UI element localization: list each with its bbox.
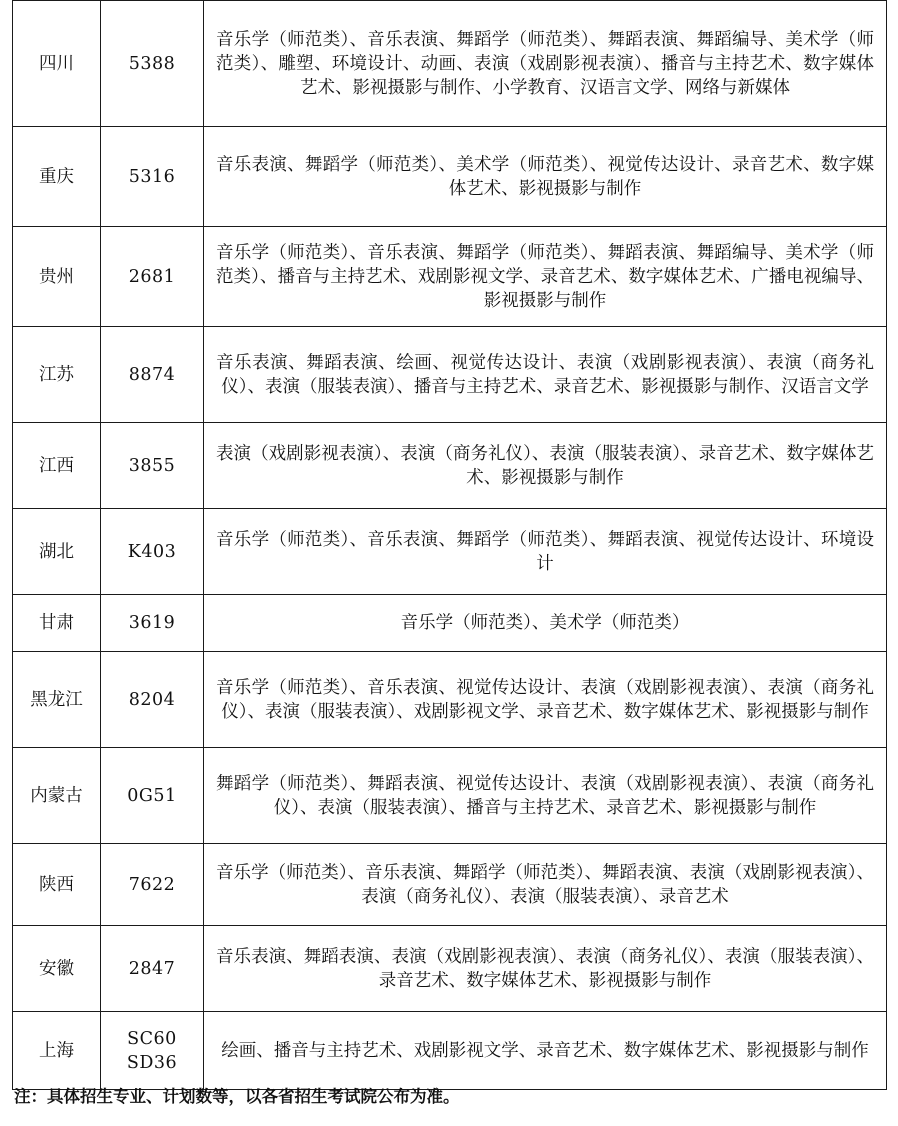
code-cell xyxy=(101,926,204,1012)
majors-cell: 音乐表演、舞蹈学（师范类）、美术学（师范类）、视觉传达设计、录音艺术、数字媒体艺术、影视摄影与制作 xyxy=(204,127,887,227)
table-row xyxy=(13,423,887,509)
majors-cell: 音乐学（师范类）、音乐表演、舞蹈学（师范类）、舞蹈表演、舞蹈编导、美术学（师范类）、播音与主持艺术、戏剧影视文学、录音艺术、数字媒体艺术、广播电视编导、影视摄影与制作 xyxy=(204,227,887,327)
table-row xyxy=(13,509,887,595)
code-value: 3855 xyxy=(128,455,176,476)
code-cell xyxy=(101,327,204,423)
majors-cell: 音乐表演、舞蹈表演、绘画、视觉传达设计、表演（戏剧影视表演）、表演（商务礼仪）、表演（服装表演）、播音与主持艺术、录音艺术、影视摄影与制作、汉语言文学 xyxy=(204,327,887,423)
code-cell xyxy=(101,1,204,127)
code-value: 7622 xyxy=(128,874,176,895)
province-cell: 甘肃 xyxy=(13,595,101,652)
majors-cell: 舞蹈学（师范类）、舞蹈表演、视觉传达设计、表演（戏剧影视表演）、表演（商务礼仪）、表演（服装表演）、播音与主持艺术、录音艺术、影视摄影与制作 xyxy=(204,748,887,844)
code-value: 5388 xyxy=(128,53,176,74)
province-cell: 四川 xyxy=(13,1,101,127)
code-value: 0G51 xyxy=(127,785,177,806)
table-row xyxy=(13,227,887,327)
code-value: SD36 xyxy=(126,1052,178,1073)
majors-cell: 音乐学（师范类）、音乐表演、舞蹈学（师范类）、舞蹈表演、表演（戏剧影视表演）、表演（商务礼仪）、表演（服装表演）、录音艺术 xyxy=(204,844,887,926)
majors-cell: 音乐学（师范类）、音乐表演、舞蹈学（师范类）、舞蹈表演、舞蹈编导、美术学（师范类）、雕塑、环境设计、动画、表演（戏剧影视表演）、播音与主持艺术、数字媒体艺术、影视摄影与制作、小学教育、汉语言文学、网络与新媒体 xyxy=(204,1,887,127)
code-cell xyxy=(101,1012,204,1090)
province-cell: 上海 xyxy=(13,1012,101,1090)
table-row xyxy=(13,1,887,127)
province-cell: 江苏 xyxy=(13,327,101,423)
province-cell: 安徽 xyxy=(13,926,101,1012)
code-value: 8874 xyxy=(128,364,176,385)
code-value: SC60 xyxy=(127,1028,177,1049)
table-row xyxy=(13,748,887,844)
majors-cell: 音乐学（师范类）、美术学（师范类） xyxy=(204,595,887,652)
province-cell: 内蒙古 xyxy=(13,748,101,844)
code-cell xyxy=(101,652,204,748)
province-cell: 陕西 xyxy=(13,844,101,926)
code-cell xyxy=(101,748,204,844)
province-cell: 江西 xyxy=(13,423,101,509)
majors-cell: 音乐学（师范类）、音乐表演、视觉传达设计、表演（戏剧影视表演）、表演（商务礼仪）、表演（服装表演）、戏剧影视文学、录音艺术、数字媒体艺术、影视摄影与制作 xyxy=(204,652,887,748)
code-value: 8204 xyxy=(128,689,176,710)
province-cell: 贵州 xyxy=(13,227,101,327)
table-row xyxy=(13,595,887,652)
province-cell: 黑龙江 xyxy=(13,652,101,748)
table-row xyxy=(13,844,887,926)
code-cell xyxy=(101,509,204,595)
code-cell xyxy=(101,844,204,926)
footnote: 注：具体招生专业、计划数等，以各省招生考试院公布为准。 xyxy=(14,1087,460,1106)
code-cell xyxy=(101,423,204,509)
table-row xyxy=(13,1012,887,1090)
code-cell xyxy=(101,227,204,327)
table-row xyxy=(13,127,887,227)
majors-cell: 音乐表演、舞蹈表演、表演（戏剧影视表演）、表演（商务礼仪）、表演（服装表演）、录音艺术、数字媒体艺术、影视摄影与制作 xyxy=(204,926,887,1012)
code-value: 2681 xyxy=(128,266,176,287)
code-value: 2847 xyxy=(128,958,176,979)
enrollment-table xyxy=(12,0,887,1090)
majors-cell: 绘画、播音与主持艺术、戏剧影视文学、录音艺术、数字媒体艺术、影视摄影与制作 xyxy=(204,1012,887,1090)
code-value: 5316 xyxy=(128,166,176,187)
province-cell: 湖北 xyxy=(13,509,101,595)
code-value: 3619 xyxy=(128,613,176,633)
table-row xyxy=(13,926,887,1012)
majors-cell: 音乐学（师范类）、音乐表演、舞蹈学（师范类）、舞蹈表演、视觉传达设计、环境设计 xyxy=(204,509,887,595)
table-row xyxy=(13,652,887,748)
code-cell xyxy=(101,595,204,652)
code-value: K403 xyxy=(127,541,177,562)
code-cell xyxy=(101,127,204,227)
province-cell: 重庆 xyxy=(13,127,101,227)
majors-cell: 表演（戏剧影视表演）、表演（商务礼仪）、表演（服装表演）、录音艺术、数字媒体艺术、影视摄影与制作 xyxy=(204,423,887,509)
table-row xyxy=(13,327,887,423)
